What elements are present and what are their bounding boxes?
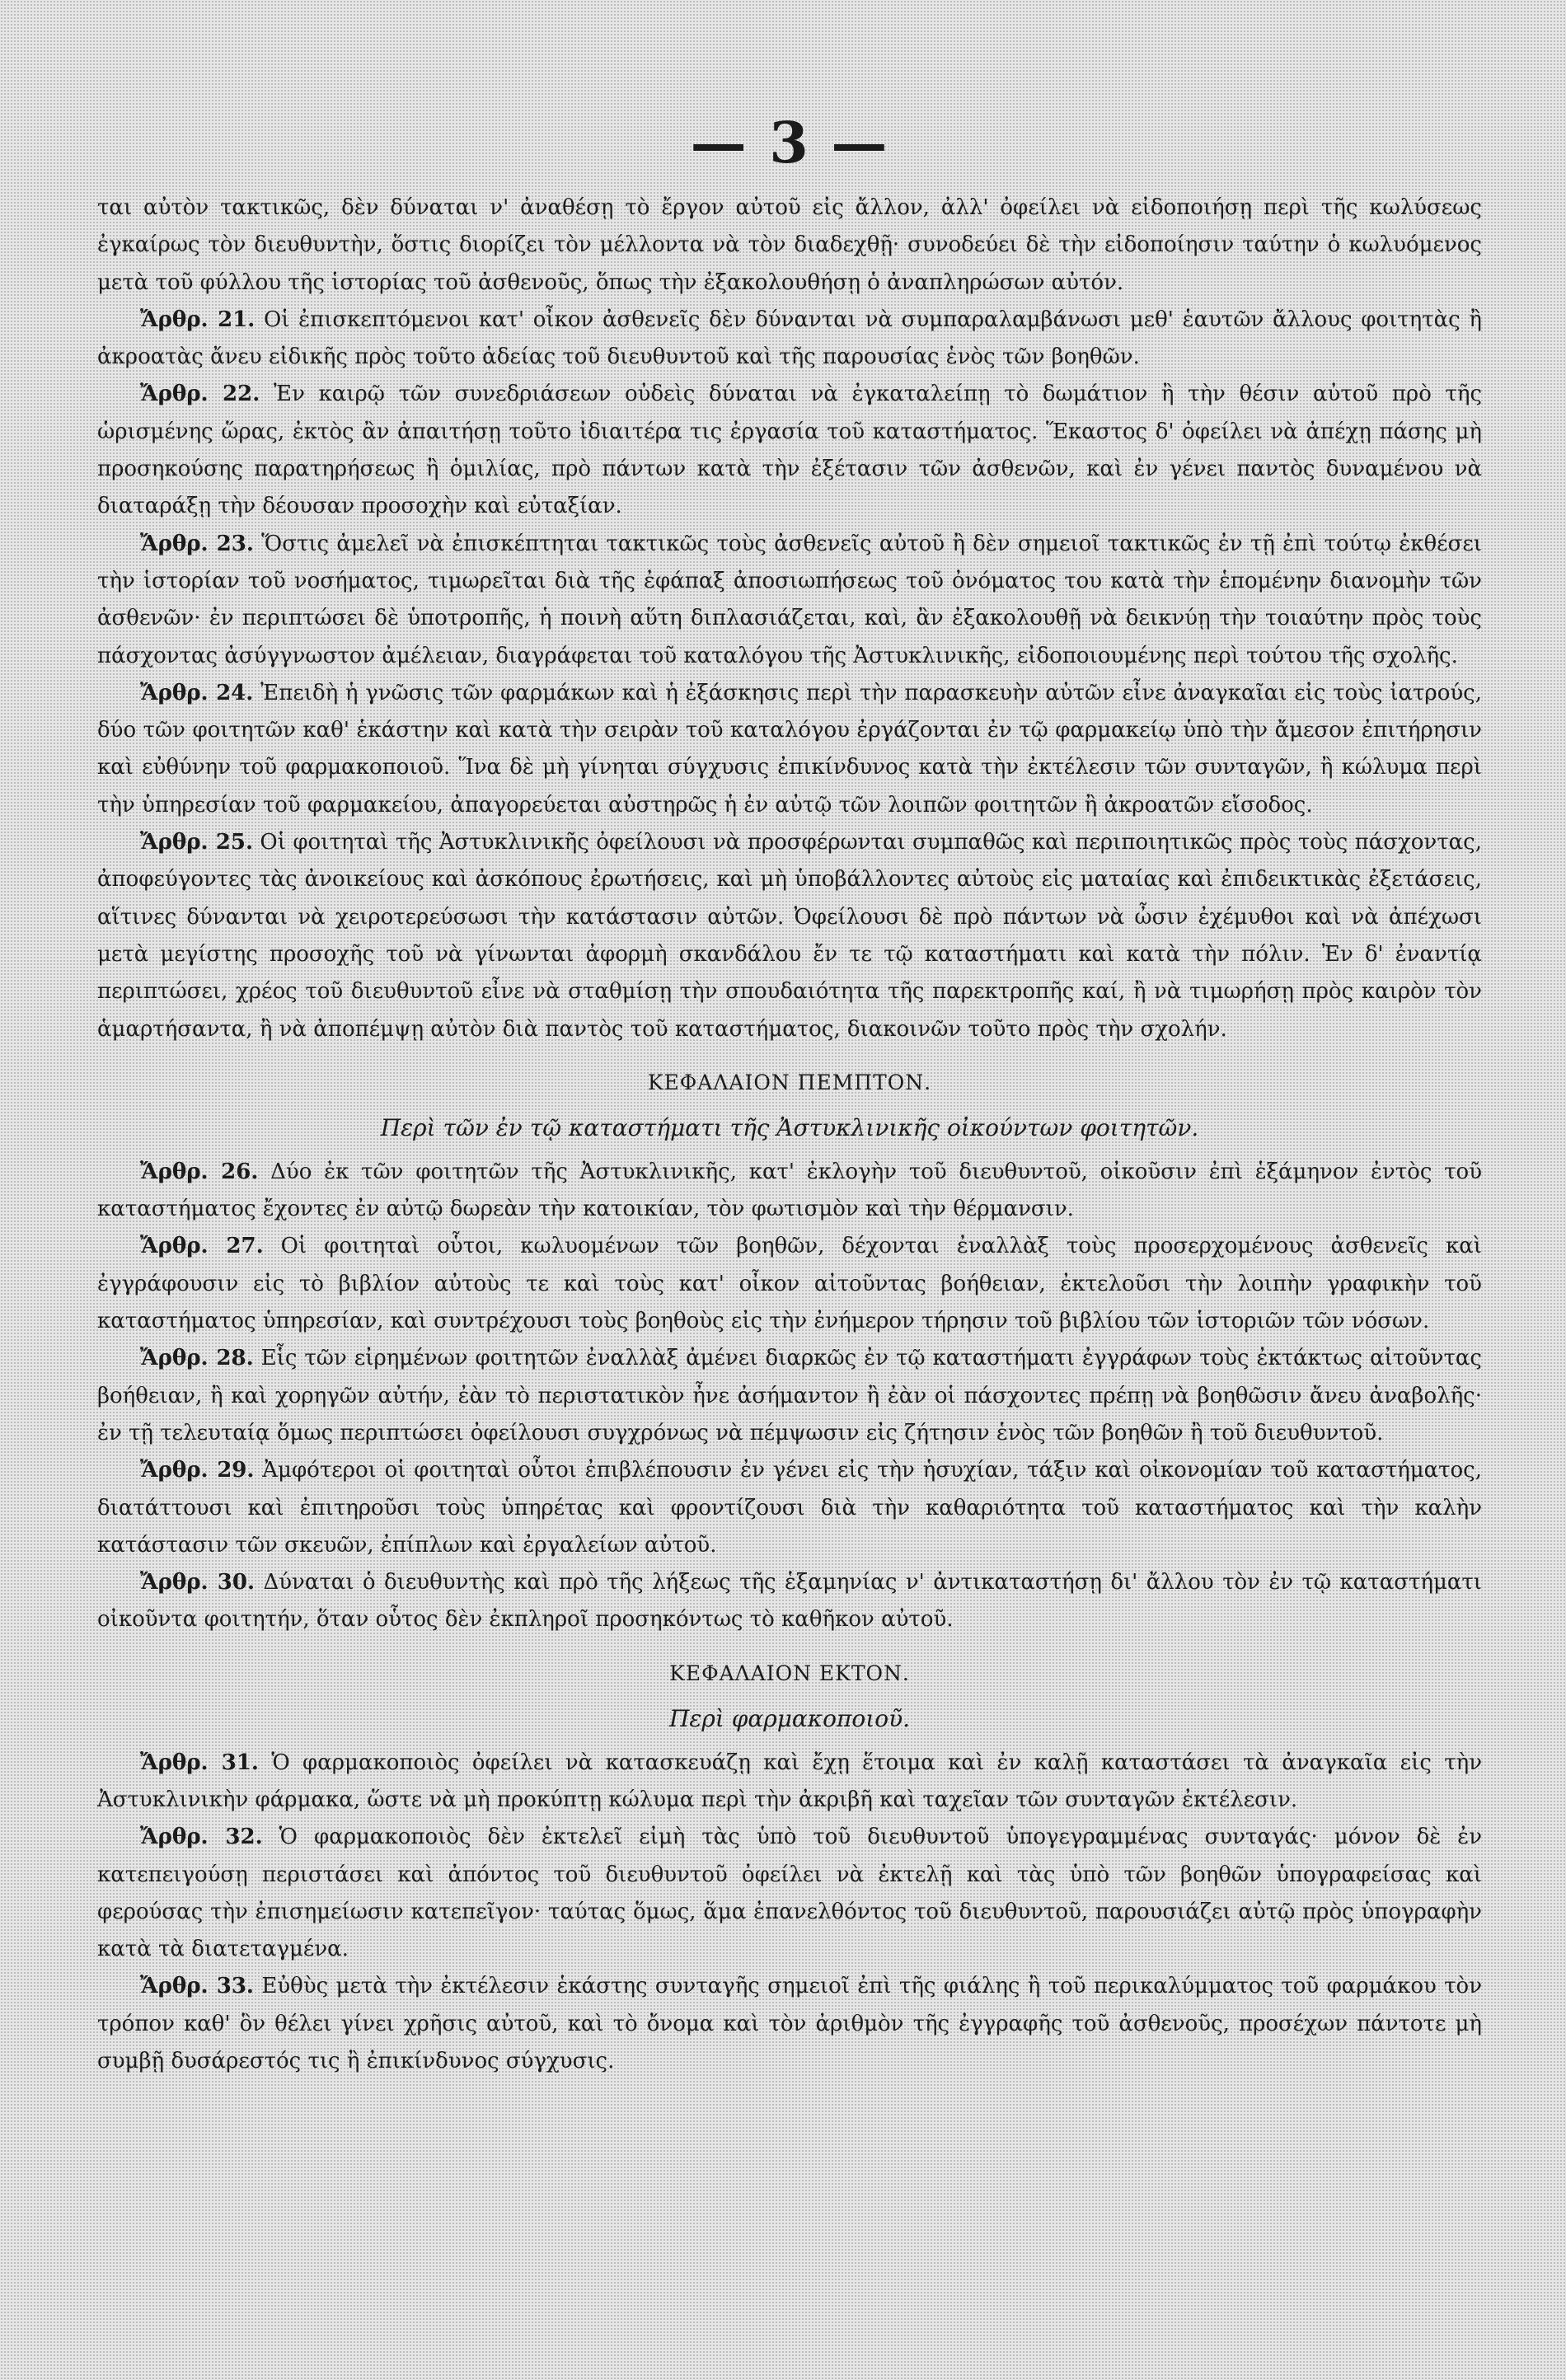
articles-section-c xyxy=(97,1745,1482,2081)
article-text: Ὁ φαρμακοποιὸς δὲν ἐκτελεῖ εἰμὴ τὰς ὑπὸ τοῦ διευθυντοῦ ὑπογεγραμμένας συνταγάς· μόνον δὲ ἐν κατεπειγούσῃ περιστάσει καὶ ἀπόντος τοῦ διευθυντοῦ ὀφείλει νὰ ἐκτελῇ καὶ τὰς ὑπὸ τῶν βοηθῶν ὑπογραφείσας καὶ φερούσας τὴν ἐπισημείωσιν κατεπεῖγον· ταύτας ὅμως, ἅμα ἐπανελθόντος τοῦ διευθυντοῦ, παρουσιάζει αὐτῷ πρὸς ὑπογραφὴν κατὰ τὰ διατεταγμένα. xyxy=(97,1825,1482,1962)
article-33 xyxy=(97,1968,1482,2080)
article-label: Ἄρθρ. 33. xyxy=(140,1974,254,1999)
article-31 xyxy=(97,1745,1482,1820)
article-text: Οἱ φοιτηταὶ τῆς Ἀστυκλινικῆς ὀφείλουσι νὰ προσφέρωνται συμπαθῶς καὶ περιποιητικῶς πρὸς τοὺς πάσχοντας, ἀποφεύγοντες τὰς ἀνοικείους καὶ ἀσκόπους ἐρωτήσεις, καὶ μὴ ὑποβάλλοντες αὐτοὺς εἰς ματαίας καὶ ἐπιδεικτικὰς ἐξετάσεις, αἵτινες δύνανται νὰ χειροτερεύσωσι τὴν κατάστασιν αὐτῶν. Ὀφείλουσι δὲ πρὸ πάντων νὰ ὦσιν ἐχέμυθοι καὶ νὰ ἀπέχωσι μετὰ μεγίστης προσοχῆς τοῦ νὰ γίνωνται ἀφορμὴ σκανδάλου ἔν τε τῷ καταστήματι καὶ κατὰ τὴν πόλιν. Ἐν δ' ἐναντίᾳ περιπτώσει, χρέος τοῦ διευθυντοῦ εἶνε νὰ σταθμίσῃ τὴν σπουδαιότητα τῆς παρεκτροπῆς καί, ἢ νὰ τιμωρήσῃ πρὸς καιρὸν τὸν ἁμαρτήσαντα, ἢ νὰ ἀποπέμψῃ αὐτὸν διὰ παντὸς τοῦ καταστήματος, διακοινῶν τοῦτο πρὸς τὴν σχολήν. xyxy=(97,830,1482,1042)
article-label: Ἄρθρ. 24. xyxy=(140,680,254,705)
article-23 xyxy=(97,526,1482,675)
articles-section-b xyxy=(97,1154,1482,1639)
article-label: Ἄρθρ. 31. xyxy=(140,1750,259,1775)
article-label: Ἄρθρ. 30. xyxy=(140,1570,256,1595)
article-28 xyxy=(97,1340,1482,1452)
chapter-5-title: ΚΕΦΑΛΑΙΟΝ ΠΕΜΠΤΟΝ. xyxy=(647,1070,932,1094)
article-text: Ἀμφότεροι οἱ φοιτηταὶ οὗτοι ἐπιβλέπουσιν ἐν γένει εἰς τὴν ἡσυχίαν, τάξιν καὶ οἰκονομίαν τοῦ καταστήματος, διατάττουσι καὶ ἐπιτηροῦσι τοὺς ὑπηρέτας καὶ φροντίζουσι διὰ τὴν καθαριότητα τοῦ καταστήματος καὶ τὴν καλὴν κατάστασιν τῶν σκευῶν, ἐπίπλων καὶ ἐργαλείων αὐτοῦ. xyxy=(97,1458,1483,1558)
article-label: Ἄρθρ. 28. xyxy=(140,1346,254,1371)
chapter-6-subtitle: Περὶ φαρμακοποιοῦ. xyxy=(668,1704,911,1732)
article-text: Εἷς τῶν εἰρημένων φοιτητῶν ἐναλλὰξ ἀμένει διαρκῶς ἐν τῷ καταστήματι ἐγγράφων τοὺς ἐκτάκτως αἰτοῦντας βοήθειαν, ἢ καὶ χορηγῶν αὐτήν, ἐὰν τὸ περιστατικὸν ἦνε ἀσήμαντον ἢ ἐὰν οἱ πάσχοντες πρέπῃ νὰ βοηθῶσιν ἄνευ ἀναβολῆς· ἐν τῇ τελευταίᾳ ὅμως περιπτώσει ὀφείλουσι συγχρόνως νὰ πέμψωσιν εἰς ζήτησιν ἑνὸς τῶν βοηθῶν ἢ τοῦ διευθυντοῦ. xyxy=(97,1346,1482,1445)
chapter-6-title: ΚΕΦΑΛΑΙΟΝ ΕΚΤΟΝ. xyxy=(669,1661,910,1685)
article-label: Ἄρθρ. 23. xyxy=(140,531,254,556)
article-30 xyxy=(97,1564,1482,1639)
document-page xyxy=(97,110,1483,2365)
article-27 xyxy=(97,1228,1482,1340)
articles-section-a xyxy=(97,302,1482,1048)
article-text: Δύο ἐκ τῶν φοιτητῶν τῆς Ἀστυκλινικῆς, κατ' ἐκλογὴν τοῦ διευθυντοῦ, οἰκοῦσιν ἐπὶ ἑξάμηνον ἐντὸς τοῦ καταστήματος ἔχοντες ἐν αὐτῷ δωρεὰν τὴν κατοικίαν, τὸν φωτισμὸν καὶ τὴν θέρμανσιν. xyxy=(97,1159,1482,1222)
article-32 xyxy=(97,1819,1482,1968)
article-text: Ἐν καιρῷ τῶν συνεδριάσεων οὐδεὶς δύναται νὰ ἐγκαταλείπῃ τὸ δωμάτιον ἢ τὴν θέσιν αὐτοῦ πρὸ τῆς ὡρισμένης ὥρας, ἐκτὸς ἂν ἀπαιτήσῃ τοῦτο ἰδιαιτέρα τις ἐργασία τοῦ καταστήματος. Ἕκαστος δ' ὀφείλει νὰ ἀπέχῃ πάσης μὴ προσηκούσης παρατηρήσεως ἢ ὁμιλίας, πρὸ πάντων κατὰ τὴν ἐξέτασιν τῶν ἀσθενῶν, καὶ ἐν γένει παντὸς δυναμένου νὰ διαταράξῃ τὴν δέουσαν προσοχὴν καὶ εὐταξίαν. xyxy=(97,382,1483,519)
article-label: Ἄρθρ. 22. xyxy=(140,382,260,407)
chapter-5-subtitle: Περὶ τῶν ἐν τῷ καταστήματι τῆς Ἀστυκλινικῆς οἰκούντων φοιτητῶν. xyxy=(380,1113,1199,1141)
article-text: Ὅστις ἀμελεῖ νὰ ἐπισκέπτηται τακτικῶς τοὺς ἀσθενεῖς αὐτοῦ ἢ δὲν σημειοῖ τακτικῶς ἐν τῇ ἐπὶ τούτῳ ἐκθέσει τὴν ἱστορίαν τοῦ νοσήματος, τιμωρεῖται διὰ τῆς ἐφάπαξ ἀποσιωπήσεως τοῦ ὀνόματος του κατὰ τὴν ἑπομένην διανομὴν τῶν ἀσθενῶν· ἐν περιπτώσει δὲ ὑποτροπῆς, ἡ ποινὴ αὕτη διπλασιάζεται, καὶ, ἂν ἐξακολουθῇ νὰ δεικνύῃ τὴν τοιαύτην πρὸς τοὺς πάσχοντας ἀσύγγνωστον ἀμέλειαν, διαγράφεται τοῦ καταλόγου τῆς Ἀστυκλινικῆς, εἰδοποιουμένης περὶ τούτου τῆς σχολῆς. xyxy=(97,531,1482,668)
intro-paragraph: ται αὐτὸν τακτικῶς, δὲν δύναται ν' ἀναθέσῃ τὸ ἔργον αὐτοῦ εἰς ἄλλον, ἀλλ' ὀφείλει νὰ εἰδοποιήσῃ περὶ τῆς κωλύσεως ἐγκαίρως τὸν διευθυντὴν, ὅστις διορίζει τὸν μέλλοντα νὰ τὸν διαδεχθῇ· συνοδεύει δὲ τὴν εἰδοποίησιν ταύτην ὁ κωλυόμενος μετὰ τοῦ φύλλου τῆς ἱστορίας τοῦ ἀσθενοῦς, ὅπως τὴν ἐξακολουθήσῃ ὁ ἀναπληρώσων αὐτόν. xyxy=(97,195,1482,295)
article-label: Ἄρθρ. 32. xyxy=(140,1825,263,1850)
article-text: Δύναται ὁ διευθυντὴς καὶ πρὸ τῆς λήξεως τῆς ἑξαμηνίας ν' ἀντικαταστήσῃ δι' ἄλλου τὸν ἐν τῷ καταστήματι οἰκοῦντα φοιτητήν, ὅταν οὗτος δὲν ἐκπληροῖ προσηκόντως τὸ καθῆκον αὐτοῦ. xyxy=(97,1570,1482,1633)
article-22 xyxy=(97,376,1482,525)
article-label: Ἄρθρ. 26. xyxy=(140,1159,259,1184)
article-29 xyxy=(97,1452,1482,1564)
article-21 xyxy=(97,302,1482,377)
article-text: Ἐπειδὴ ἡ γνῶσις τῶν φαρμάκων καὶ ἡ ἐξάσκησις περὶ τὴν παρασκευὴν αὐτῶν εἶνε ἀναγκαῖαι εἰς τοὺς ἰατρούς, δύο τῶν φοιτητῶν καθ' ἑκάστην καὶ κατὰ τὴν σειρὰν τοῦ καταλόγου ἐργάζονται ἐν τῷ φαρμακείῳ ὑπὸ τὴν ἄμεσον ἐπιτήρησιν καὶ εὐθύνην τοῦ φαρμακοποιοῦ. Ἵνα δὲ μὴ γίνηται σύγχυσις ἐπικίνδυνος κατὰ τὴν ἐκτέλεσιν τῶν συνταγῶν, ἢ κώλυμα περὶ τὴν ὑπηρεσίαν τοῦ φαρμακείου, ἀπαγορεύεται αὐστηρῶς ἡ ἐν αὐτῷ τῶν λοιπῶν φοιτητῶν ἢ ἀκροατῶν εἴσοδος. xyxy=(97,680,1482,818)
article-label: Ἄρθρ. 27. xyxy=(140,1234,264,1259)
article-25 xyxy=(97,824,1482,1048)
article-label: Ἄρθρ. 25. xyxy=(140,830,254,855)
article-text: Οἱ φοιτηταὶ οὗτοι, κωλυομένων τῶν βοηθῶν, δέχονται ἐναλλὰξ τοὺς προσερχομένους ἀσθενεῖς καὶ ἐγγράφουσιν εἰς τὸ βιβλίον αὐτοὺς τε καὶ τοὺς κατ' οἶκον αἰτοῦντας βοήθειαν, ἐκτελοῦσι τὴν λοιπὴν γραφικὴν τοῦ καταστήματος ὑπηρεσίαν, καὶ συντρέχουσι τοὺς βοηθοὺς εἰς τὴν ἐνήμερον τήρησιν τοῦ βιβλίου τῶν ἱστοριῶν τῶν νόσων. xyxy=(97,1234,1482,1334)
article-label: Ἄρθρ. 21. xyxy=(140,307,256,332)
article-26 xyxy=(97,1154,1482,1229)
article-text: Οἱ ἐπισκεπτόμενοι κατ' οἶκον ἀσθενεῖς δὲν δύνανται νὰ συμπαραλαμβάνωσι μεθ' ἑαυτῶν ἄλλους φοιτητὰς ἢ ἀκροατὰς ἄνευ εἰδικῆς πρὸς τοῦτο ἀδείας τοῦ διευθυντοῦ καὶ τῆς παρουσίας ἑνὸς τῶν βοηθῶν. xyxy=(97,307,1482,370)
article-text: Εὐθὺς μετὰ τὴν ἐκτέλεσιν ἑκάστης συνταγῆς σημειοῖ ἐπὶ τῆς φιάλης ἢ τοῦ περικαλύμματος τοῦ φαρμάκου τὸν τρόπον καθ' ὃν θέλει γίνει χρῆσις αὐτοῦ, καὶ τὸ ὄνομα καὶ τὸν ἀριθμὸν τῆς ἐγγραφῆς τοῦ ἀσθενοῦς, προσέχων πάντοτε μὴ συμβῇ δυσάρεστός τις ἢ ἐπικίνδυνος σύγχυσις. xyxy=(97,1974,1483,2074)
article-text: Ὁ φαρμακοποιὸς ὀφείλει νὰ κατασκευάζῃ καὶ ἔχῃ ἕτοιμα καὶ ἐν καλῇ καταστάσει τὰ ἀναγκαῖα εἰς τὴν Ἀστυκλινικὴν φάρμακα, ὥστε νὰ μὴ προκύπτῃ κώλυμα περὶ τὴν ἀκριβῆ καὶ ταχεῖαν τῶν συνταγῶν ἐκτέλεσιν. xyxy=(97,1750,1482,1812)
article-24 xyxy=(97,675,1482,824)
article-label: Ἄρθρ. 29. xyxy=(140,1458,255,1483)
page-number: — 3 — xyxy=(690,110,889,176)
